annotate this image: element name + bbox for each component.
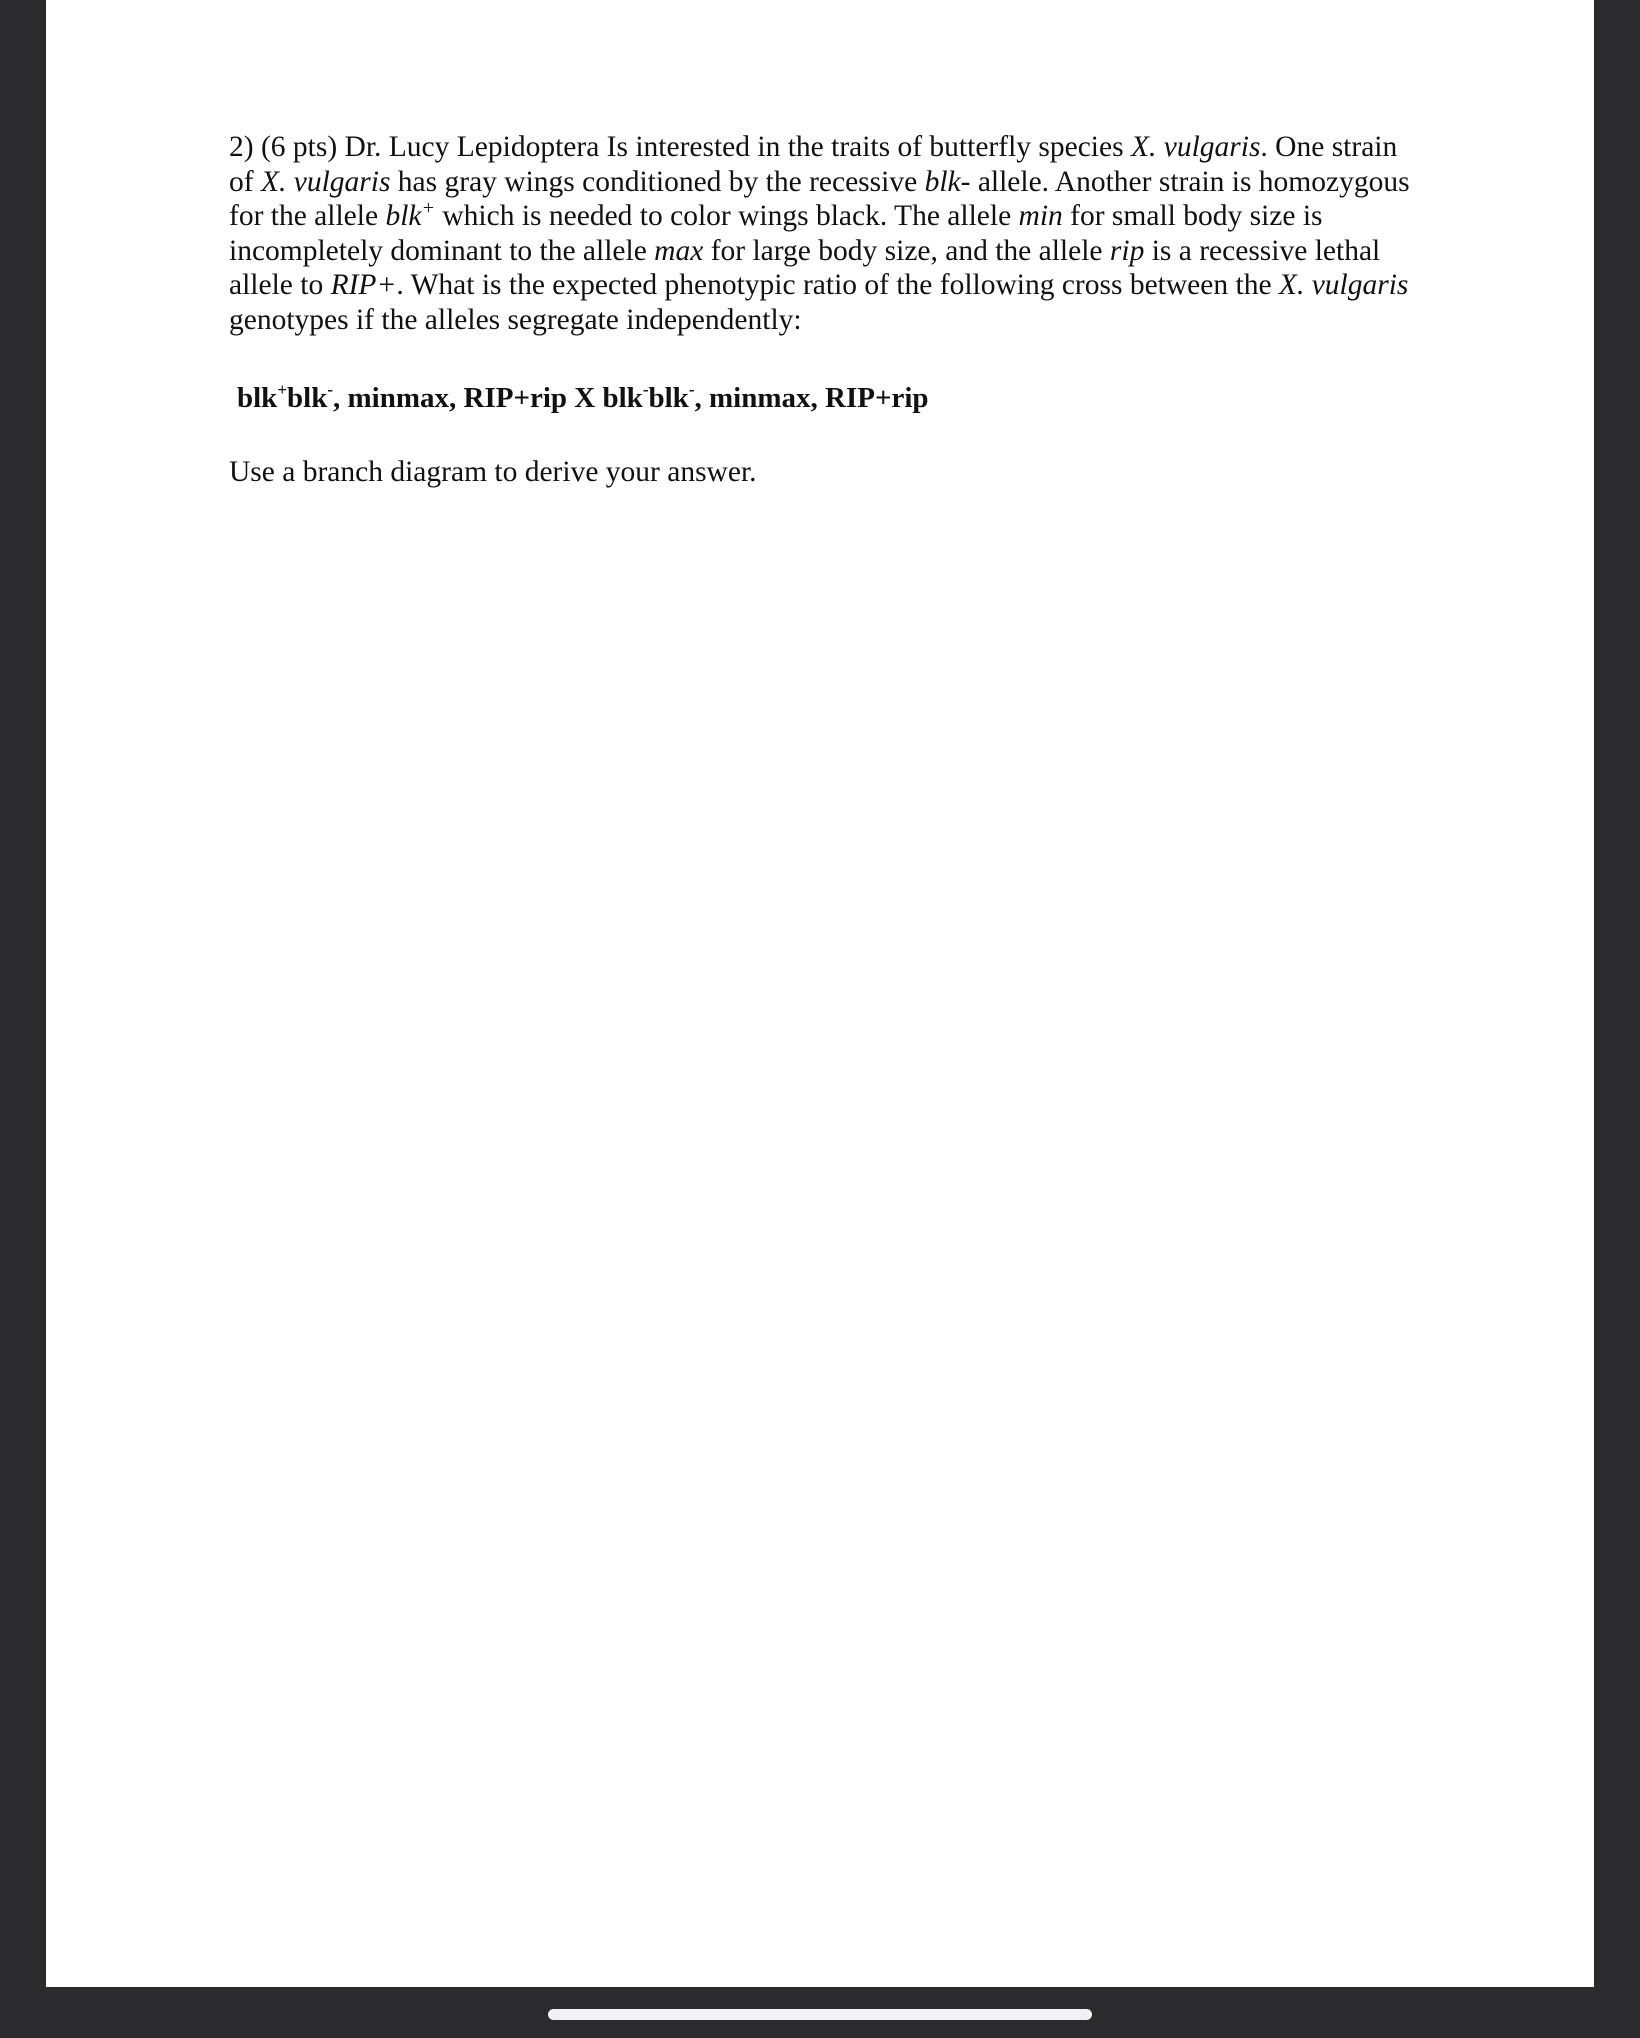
cross-genotypes: blk+blk-, minmax, RIP+rip X blk-blk-, minmax, RIP+rip bbox=[237, 380, 929, 414]
question-number: 2) bbox=[229, 131, 254, 163]
allele-min: min bbox=[1018, 200, 1063, 232]
question-text: 2) (6 pts) Dr. Lucy Lepidoptera Is interested in the traits of butterfly species X. vulgaris. One strain of X. vulgaris has gray wings conditioned by the recessive blk- allele. Another strain is homozygous for the allele blk+ which is needed to color wings black. The allele min for small body size is incompletely dominant to the allele max for large body size, and the allele rip is a recessive lethal allele to RIP+. What is the expected phenotypic ratio of the following cross between the X. vulgaris genotypes if the alleles segregate independently: bbox=[229, 131, 1410, 336]
allele-blk-plus: blk+ bbox=[385, 197, 435, 232]
allele-RIP-plus: RIP+ bbox=[330, 269, 397, 301]
allele-rip: rip bbox=[1109, 234, 1145, 267]
allele-max: max bbox=[654, 234, 704, 267]
species-name: X. vulgaris bbox=[1130, 131, 1261, 163]
question-block bbox=[229, 130, 1429, 490]
document-page bbox=[46, 0, 1594, 1987]
species-name: X. vulgaris bbox=[260, 165, 391, 198]
species-name: X. vulgaris bbox=[1278, 269, 1409, 301]
instruction-text: Use a branch diagram to derive your answer. bbox=[229, 456, 757, 488]
home-indicator-bar[interactable] bbox=[548, 2009, 1092, 2020]
question-points: (6 pts) bbox=[260, 131, 338, 163]
allele-blk-minus: blk- bbox=[924, 165, 971, 198]
